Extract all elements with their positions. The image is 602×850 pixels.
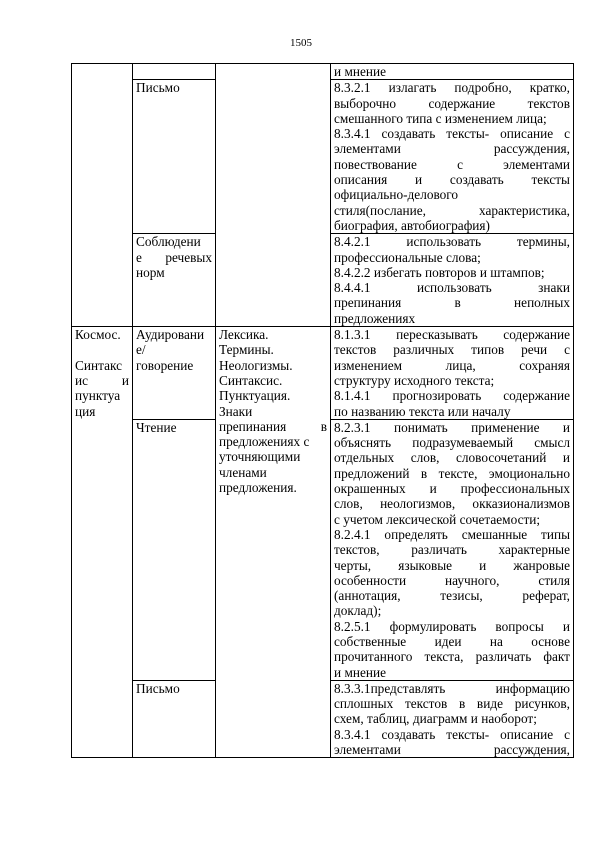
objective-line: текстов, различать характерные <box>334 542 570 558</box>
topic-label: Космос. <box>75 327 121 343</box>
objective-line: элементами рассуждения, <box>334 742 570 758</box>
objective-line: стиля(послание, характеристика, <box>334 202 570 218</box>
skill-label: говорение <box>136 357 194 373</box>
material-line: Неологизмы. <box>219 357 293 373</box>
skill-label: норм <box>136 264 165 280</box>
skill-label: Аудировани <box>136 327 205 343</box>
objective-line: структуру исходного текста; <box>334 372 495 388</box>
skill-label: е речевых <box>136 249 212 265</box>
objective-line: 8.3.4.1 создавать тексты- описание с <box>334 726 570 742</box>
objective-line: официально-делового <box>334 187 459 203</box>
objective-line: 8.4.2.1 использовать термины, <box>334 234 570 250</box>
objectives-cell <box>331 64 574 80</box>
objective-line: сплошных текстов в виде рисунков, <box>334 696 570 712</box>
objective-line: текстов различных типов речи с <box>334 342 570 358</box>
skill-cell <box>133 80 216 234</box>
objective-line: доклад); <box>334 603 382 619</box>
objective-line: 8.2.5.1 формулировать вопросы и <box>334 618 570 634</box>
objective-line: 8.2.4.1 определять смешанные типы <box>334 526 570 542</box>
skill-cell <box>133 419 216 680</box>
topic-label: пунктуа <box>75 388 121 404</box>
skill-label: Чтение <box>136 419 177 435</box>
curriculum-table <box>71 63 574 758</box>
skill-label: Письмо <box>136 680 180 696</box>
objective-line: 8.3.2.1 излагать подробно, кратко, <box>334 80 570 96</box>
objective-line: по названию текста или началу <box>334 403 511 419</box>
objective-line: смешанного типа с изменением лица; <box>334 110 547 126</box>
objective-line: 8.1.3.1 пересказывать содержание <box>334 327 570 343</box>
material-line: Термины. <box>219 342 274 358</box>
objective-line: слов, неологизмов, окказионализмов <box>334 496 570 512</box>
objective-line: 8.3.4.1 создавать тексты- описание с <box>334 126 570 142</box>
topic-cell-empty <box>72 64 133 327</box>
objective-line: биография, автобиография) <box>334 217 490 233</box>
topic-gap <box>75 342 129 357</box>
objective-line: объяснять подразумеваемый смысл <box>334 435 570 451</box>
objective-line: прочитанного текста, различать факт <box>334 649 570 665</box>
material-line: Знаки <box>219 403 253 419</box>
skill-label: Письмо <box>136 80 180 96</box>
objective-line: собственные идеи на основе <box>334 633 570 649</box>
objective-line: 8.3.3.1представлять информацию <box>334 680 570 696</box>
objective-line: и мнение <box>334 664 387 680</box>
objective-line: с учетом лексической сочетаемости; <box>334 511 541 527</box>
objectives-cell <box>331 80 574 234</box>
objective-line: описания и создавать тексты <box>334 172 570 188</box>
objective-line: особенности научного, стиля <box>334 572 570 588</box>
topic-label: ция <box>75 403 96 419</box>
objectives-cell <box>331 419 574 680</box>
material-line: Лексика. <box>219 327 269 343</box>
objective-line: 8.2.3.1 понимать применение и <box>334 419 570 435</box>
topic-label: Синтакс <box>75 357 123 373</box>
objective-line: повествование с элементами <box>334 156 570 172</box>
skill-cell <box>133 680 216 757</box>
skill-cell-empty <box>133 64 216 80</box>
table-row <box>72 64 574 80</box>
objective-line: элементами рассуждения, <box>334 141 570 157</box>
objective-line: окрашенных и профессиональных <box>334 481 570 497</box>
material-line: предложениях с <box>219 434 310 450</box>
skill-label: е/ <box>136 342 146 358</box>
material-line: членами <box>219 464 267 480</box>
objective-line: препинания в неполных <box>334 295 570 311</box>
objectives-cell <box>331 680 574 757</box>
objective-line: предложений в тексте, эмоционально <box>334 465 570 481</box>
objective-line: предложениях <box>334 310 416 326</box>
topic-cell <box>72 327 133 758</box>
objective-line: и мнение <box>334 64 387 79</box>
skill-label: Соблюдени <box>136 234 201 250</box>
objective-line: изменением лица, сохраняя <box>334 357 570 373</box>
skill-cell <box>133 327 216 420</box>
material-line: Пунктуация. <box>219 388 291 404</box>
objective-line: 8.4.2.2 избегать повторов и штампов; <box>334 264 545 280</box>
objective-line: (аннотация, тезисы, реферат, <box>334 588 570 604</box>
objectives-cell <box>331 234 574 327</box>
objective-line: схем, таблиц, диаграмм и наоборот; <box>334 711 537 727</box>
objective-line: профессиональные слова; <box>334 249 481 265</box>
material-line: уточняющими <box>219 449 301 465</box>
table-row <box>72 327 574 420</box>
page-number: 1505 <box>290 37 312 49</box>
skill-cell <box>133 234 216 327</box>
objective-line: 8.1.4.1 прогнозировать содержание <box>334 388 570 404</box>
material-line: Синтаксис. <box>219 372 283 388</box>
material-line: предложения. <box>219 480 297 496</box>
material-cell <box>216 327 331 758</box>
material-line: препинания в <box>219 418 327 434</box>
objective-line: 8.4.4.1 использовать знаки <box>334 280 570 296</box>
objectives-cell <box>331 327 574 420</box>
objective-line: выборочно содержание текстов <box>334 95 570 111</box>
topic-label: ис и <box>75 372 129 388</box>
material-cell-empty <box>216 64 331 327</box>
objective-line: черты, языковые и жанровые <box>334 557 570 573</box>
objective-line: отдельных слов, словосочетаний и <box>334 450 570 466</box>
